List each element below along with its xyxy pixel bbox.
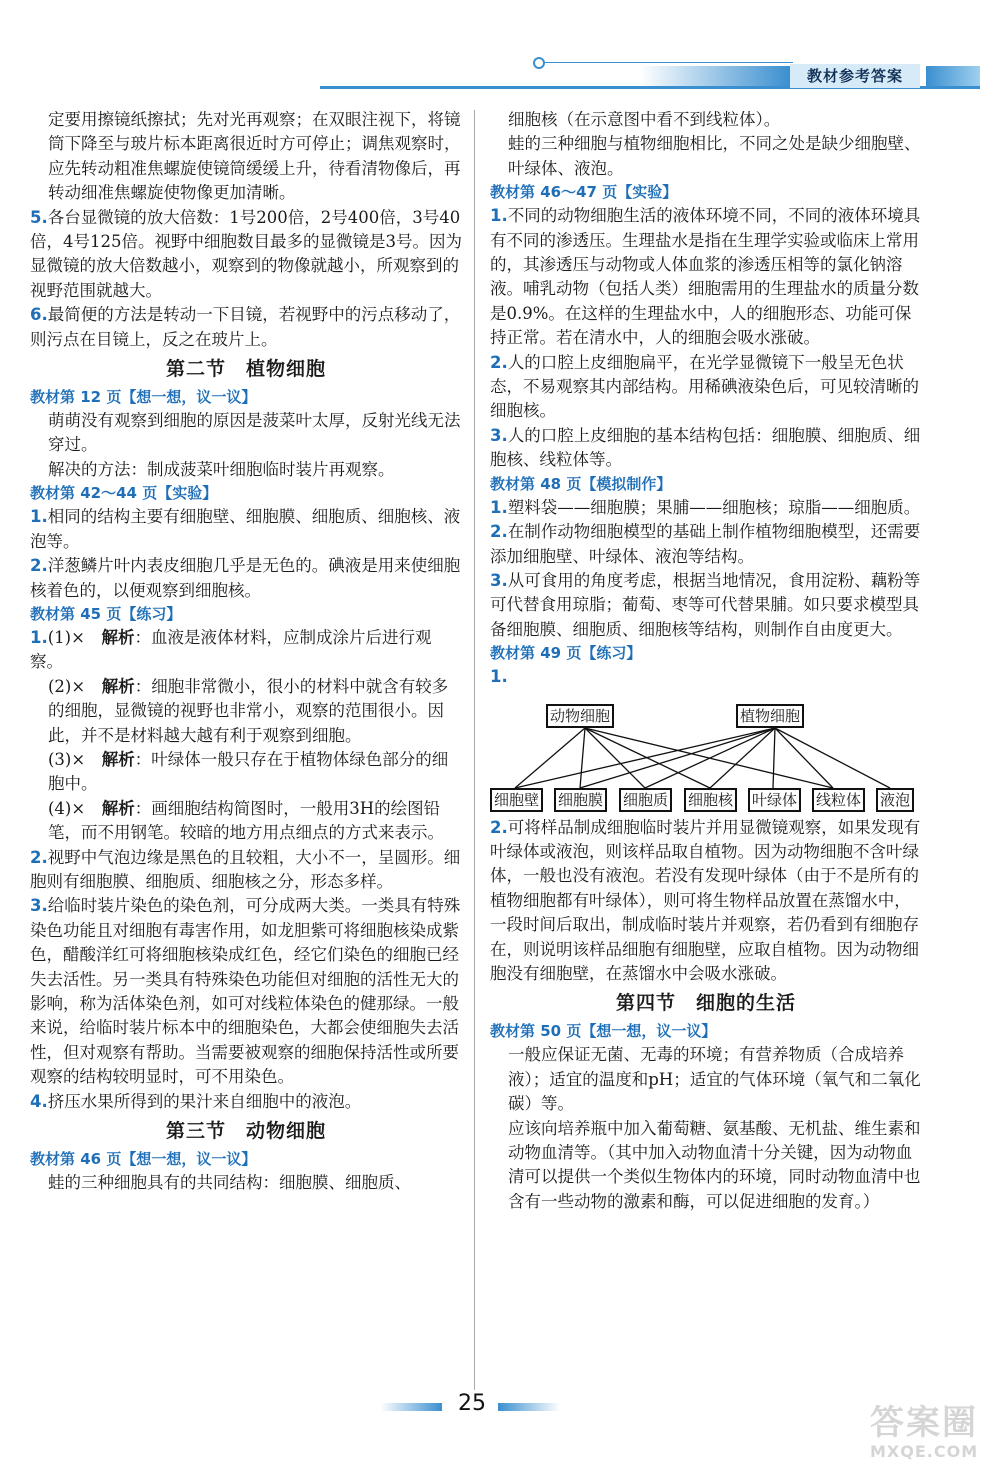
item-text: 从可食用的角度考虑，根据当地情况，食用淀粉、藕粉等可代替食用琼脂；葡萄、枣等可代替果脯。如只要求模型具备细胞膜、细胞质、细胞核等结构，则制作自由度更大。 [490,570,921,639]
header-gradient-bar [640,66,790,86]
header-title: 教材参考答案 [790,64,920,88]
subheading: 教材第 48 页【模拟制作】 [490,474,672,493]
analysis-text: ：细胞非常微小，很小的材料中就含有较多的细胞，显微镜的视野也非常小，观察的范围很小。因此，并不是材料越大越有利于观察到细胞。 [48,676,449,745]
page-footer [0,1391,1000,1421]
mark: (4)× [48,798,86,818]
exercise-1-2 [30,675,462,748]
item-number: 4. [30,1091,48,1111]
item-number: 3. [30,896,48,916]
column-divider [474,110,475,1390]
paragraph: 蛙的三种细胞具有的共同结构：细胞膜、细胞质、 [48,1173,411,1193]
analysis-label: 解析 [101,798,135,818]
analysis-label: 解析 [101,627,135,647]
diagram-box-chloroplast: 叶绿体 [748,788,801,812]
cell-structure-diagram [490,694,922,814]
paragraph: 细胞核（在示意图中看不到线粒体）。 [508,110,781,129]
paragraph: 萌萌没有观察到细胞的原因是菠菜叶太厚，反射光线无法穿过。 [48,411,461,455]
subheading: 教材第 49 页【练习】 [490,644,642,663]
item-number: 2. [490,352,508,372]
analysis-text: ：血液是液体材料，应制成涂片后进行观察。 [30,627,432,672]
subheading: 教材第 42～44 页【实验】 [30,484,218,503]
paragraph: 一般应保证无菌、无毒的环境；有营养物质（合成培养液）；适宜的温度和pH；适宜的气体环境（氧气和二氧化碳）等。 [508,1045,921,1114]
right-column [490,108,922,1214]
footer-bar-right [498,1403,560,1411]
item-number: 5. [30,207,48,227]
exercise-3 [30,894,462,1089]
answer-item-6 [30,303,462,352]
item-text: 最简便的方法是转动一下目镜，若视野中的污点移动了，则污点在目镜上，反之在玻片上。 [30,305,461,349]
mark: (3)× [48,749,86,769]
model-item-2 [490,520,922,569]
section-title-plant-cell: 第二节 植物细胞 [165,358,326,381]
item-text: 各台显微镜的放大倍数：1号200倍，2号400倍，3号40倍，4号125倍。视野中细胞数目最多的显微镜是3号。因为显微镜的放大倍数越小，观察到的物像就越小，所观察到的视野范围就越大。 [30,207,462,300]
watermark-text: 答案圈 [870,1403,978,1443]
answer-item-2 [30,554,462,603]
analysis-label: 解析 [101,749,135,769]
exercise-2 [490,816,922,987]
section-title-animal-cell: 第三节 动物细胞 [165,1120,326,1143]
item-text: 不同的动物细胞生活的液体环境不同，不同的液体环境具有不同的渗透压。生理盐水是指在生理学实验或临床上常用的，其渗透压与动物或人体血浆的渗透压相等的氯化钠溶液。哺乳动物（包括人类）细胞需用的生理盐水的质量分数是0.9%。在这样的生理盐水中，人的细胞形态、功能可保持正常。若在清水中，人的细胞会吸水涨破。 [490,206,921,348]
subheading: 教材第 46 页【想一想，议一议】 [30,1150,257,1169]
exercise-1-4 [30,797,462,846]
exercise-1-1 [30,626,462,675]
model-item-1 [490,496,922,520]
item-number: 3. [490,570,508,590]
item-text: 可将样品制成细胞临时装片并用显微镜观察，如果发现有叶绿体或液泡，则该样品取自植物。因为动物细胞不含叶绿体，一般也没有液泡。若没有发现叶绿体（由于不是所有的植物细胞都有叶绿体），则可将生物样品放置在蒸馏水中，一段时间后取出，制成临时装片并观察，若仍看到有细胞存在，则说明该样品细胞有细胞壁，应取自植物。因为动物细胞没有细胞壁，在蒸馏水中会吸水涨破。 [490,817,921,983]
page-number: 25 [458,1391,486,1416]
diagram-box-plant-cell: 植物细胞 [736,704,804,728]
header-thin-rule [543,62,793,63]
item-text: 相同的结构主要有细胞壁、细胞膜、细胞质、细胞核、液泡等。 [30,507,461,551]
paragraph: 应该向培养瓶中加入葡萄糖、氨基酸、无机盐、维生素和动物血清等。（其中加入动物血清十分关键，因为动物血清可以提供一个类似生物体内的环境，同时动物血清中也含有一些动物的激素和酶，可以促进细胞的发育。） [508,1118,921,1211]
item-number: 2. [490,817,508,837]
item-number: 3. [490,425,508,445]
item-text: 人的口腔上皮细胞扁平，在光学显微镜下一般呈无色状态，不易观察其内部结构。用稀碘液染色后，可见较清晰的细胞核。 [490,352,919,421]
item-number: 1. [490,667,508,687]
diagram-box-vacuole: 液泡 [876,788,914,812]
answer-item-2 [490,351,922,424]
diagram-box-cell-wall: 细胞壁 [490,788,543,812]
watermark-logo [870,1404,995,1468]
exercise-1-3 [30,748,462,797]
subheading: 教材第 50 页【想一想，议一议】 [490,1022,717,1041]
footer-bar-left [380,1403,442,1411]
paragraph: 蛙的三种细胞与植物细胞相比，不同之处是缺少细胞壁、叶绿体、液泡。 [508,134,921,178]
answer-item-1 [30,505,462,554]
item-number: 1. [490,206,508,226]
item-text: 给临时装片染色的染色剂，可分成两大类。一类具有特殊染色功能且对细胞有毒害作用，如龙胆紫可将细胞核染成紫色，醋酸洋红可将细胞核染成红色，经它们染色的细胞已经失去活性。另一类具有特殊染色功能但对细胞的活性无大的影响，称为活体染色剂，如可对线粒体染色的健那绿。一般来说，给临时装片标本中的细胞染色，大都会使细胞失去活性，但对观察有帮助。当需要被观察的细胞保持活性或所要观察的结构较明显时，可不用染色。 [30,896,461,1087]
analysis-label: 解析 [101,676,135,696]
exercise-4 [30,1090,462,1114]
analysis-text: ：叶绿体一般只存在于植物体绿色部分的细胞中。 [48,749,449,794]
section-title-cell-life: 第四节 细胞的生活 [615,992,796,1015]
item-text: 视野中气泡边缘是黑色的且较粗，大小不一，呈圆形。细胞则有细胞膜、细胞质、细胞核之分，形态多样。 [30,847,461,891]
item-number: 1. [30,507,48,527]
header-dot-ornament [533,57,545,69]
item-text: 挤压水果所得到的果汁来自细胞中的液泡。 [47,1091,362,1111]
subheading: 教材第 12 页【想一想，议一议】 [30,388,257,407]
item-number: 6. [30,305,48,325]
item-text: 洋葱鳞片叶内表皮细胞几乎是无色的。碘液是用来使细胞核着色的，以便观察到细胞核。 [30,556,461,600]
answer-item-3 [490,424,922,473]
answer-item-5 [30,206,462,304]
subheading: 教材第 46～47 页【实验】 [490,183,678,202]
diagram-box-mitochondria: 线粒体 [812,788,865,812]
mark: (2)× [48,676,86,696]
diagram-box-nucleus: 细胞核 [684,788,737,812]
item-text: 在制作动物细胞模型的基础上制作植物细胞模型，还需要添加细胞壁、叶绿体、液泡等结构。 [490,522,921,566]
item-number: 2. [30,847,48,867]
item-number: 2. [490,522,508,542]
mark: (1)× [47,627,85,647]
watermark-url: MXQE.COM [870,1442,979,1461]
exercise-1 [490,665,922,689]
item-number: 1. [490,497,508,517]
answer-item-1 [490,204,922,350]
diagram-box-animal-cell: 动物细胞 [546,704,614,728]
paragraph: 解决的方法：制成菠菜叶细胞临时装片再观察。 [48,459,395,479]
item-number: 1. [30,627,48,647]
subheading: 教材第 45 页【练习】 [30,604,182,623]
diagram-box-cell-membrane: 细胞膜 [554,788,607,812]
item-text: 塑料袋——细胞膜；果脯——细胞核；琼脂——细胞质。 [507,497,921,517]
left-column [30,108,462,1195]
item-text: 人的口腔上皮细胞的基本结构包括：细胞膜、细胞质、细胞核、线粒体等。 [490,425,921,470]
item-number: 2. [30,556,48,576]
analysis-text: ：画细胞结构简图时，一般用3H的绘图铅笔，而不用钢笔。较暗的地方用点细点的方式来表示。 [48,798,444,843]
paragraph: 定要用擦镜纸擦拭；先对光再观察；在双眼注视下，将镜筒下降至与玻片标本距离很近时方可停止；调焦观察时，应先转动粗准焦螺旋使镜筒缓缓上升，待看清物像后，再转动细准焦螺旋使物像更加清晰。 [48,110,461,203]
diagram-box-cytoplasm: 细胞质 [619,788,672,812]
header-end-bar [926,66,980,86]
model-item-3 [490,569,922,642]
exercise-2 [30,846,462,895]
